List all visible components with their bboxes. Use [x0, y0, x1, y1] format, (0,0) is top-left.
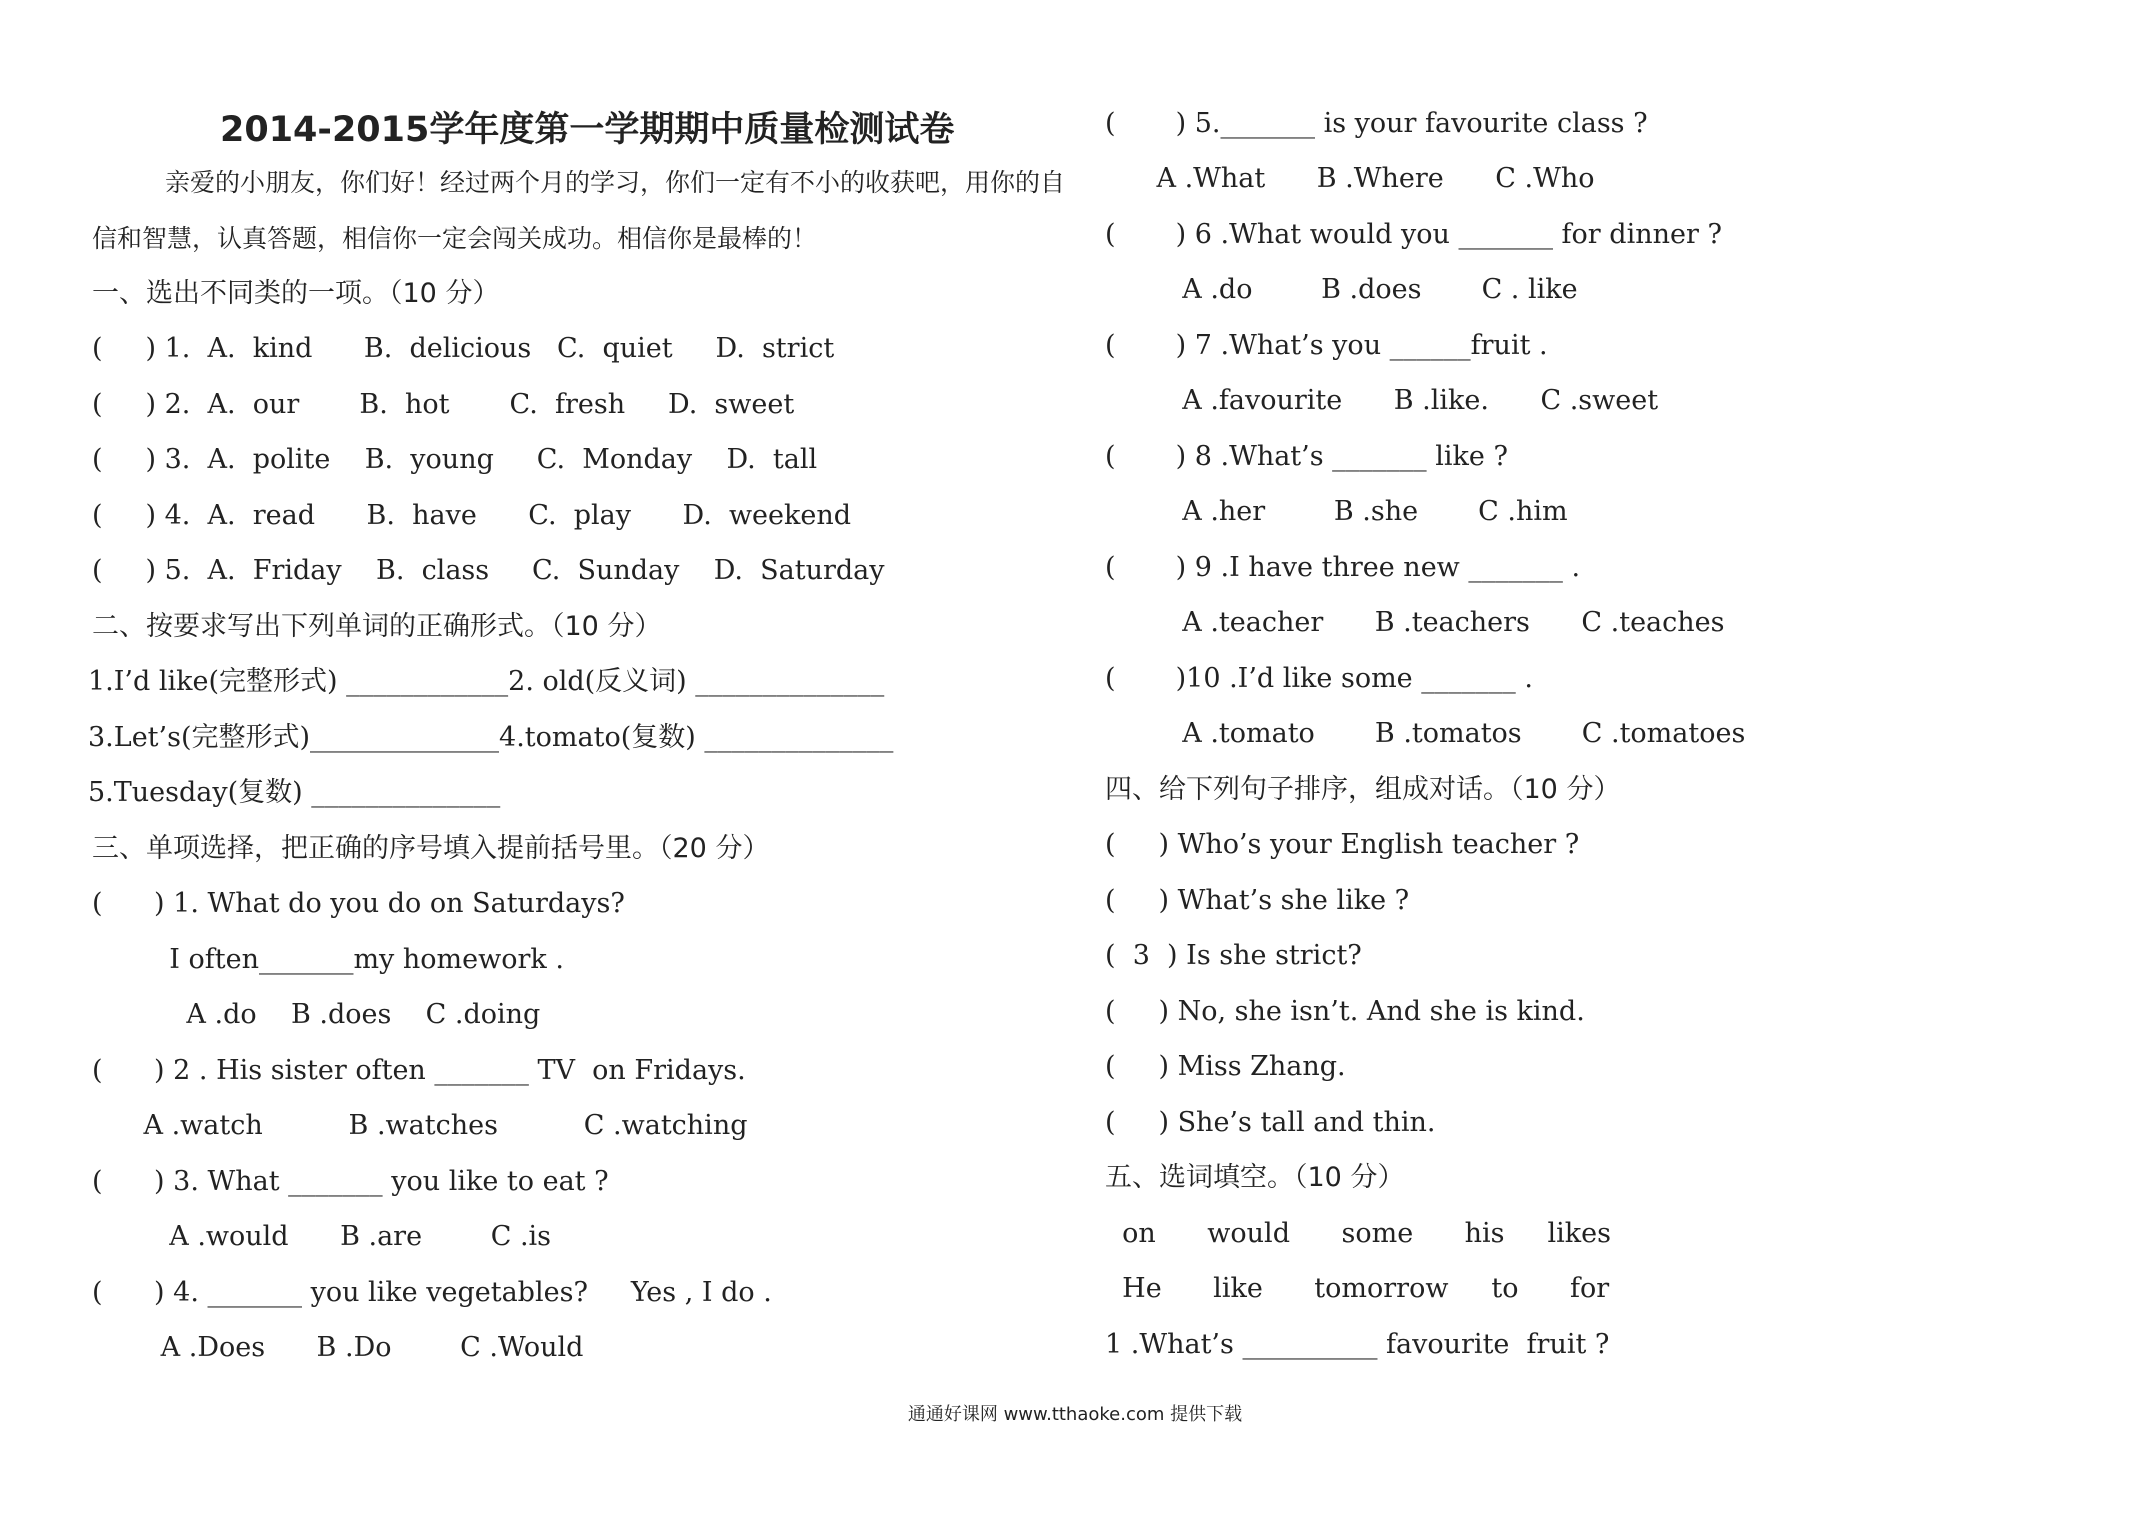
- s3-question-8: ( ) 8 .What’s _______ like ?: [1105, 441, 1508, 472]
- s3-question-10: ( )10 .I’d like some _______ .: [1105, 663, 1533, 694]
- footer-credit: 通通好课网 www.tthaoke.com 提供下载: [907, 1404, 1243, 1425]
- s3-question-8-options: A .her B .she C .him: [1105, 496, 1568, 527]
- s3-question-9: ( ) 9 .I have three new _______ .: [1105, 552, 1581, 583]
- s3-question-7: ( ) 7 .What’s you ______fruit .: [1105, 330, 1548, 361]
- s3-question-1-sentence: I often_______my homework .: [92, 944, 564, 975]
- s3-question-9-options: A .teacher B .teachers C .teaches: [1105, 607, 1725, 638]
- section-1-heading: 一、选出不同类的一项。（10 分）: [92, 278, 500, 309]
- page-title: 2014-2015学年度第一学期期中质量检测试卷: [220, 110, 955, 150]
- section-3-heading: 三、单项选择，把正确的序号填入提前括号里。（20 分）: [92, 833, 770, 864]
- s2-item-1: 1.I’d like(完整形式) ____________2. old(反义词) ______________: [88, 666, 885, 697]
- s1-item-5: ( ) 5. A. Friday B. class C. Sunday D. Saturday: [92, 555, 885, 586]
- s5-word-bank-row-1: on would some his likes: [1105, 1218, 1611, 1249]
- s3-question-1: ( ) 1. What do you do on Saturdays?: [92, 888, 625, 919]
- s3-question-2: ( ) 2 . His sister often _______ TV on Fridays.: [92, 1055, 746, 1086]
- s1-item-4: ( ) 4. A. read B. have C. play D. weekend: [92, 500, 852, 531]
- s4-item-3: ( 3 ) Is she strict?: [1105, 940, 1362, 971]
- s3-question-3: ( ) 3. What _______ you like to eat ?: [92, 1166, 609, 1197]
- s3-question-6-options: A .do B .does C . like: [1105, 274, 1578, 305]
- s3-question-2-options: A .watch B .watches C .watching: [92, 1110, 748, 1141]
- s4-item-2: ( ) What’s she like ?: [1105, 885, 1410, 916]
- s4-item-5: ( ) Miss Zhang.: [1105, 1051, 1346, 1082]
- s1-item-1: ( ) 1. A. kind B. delicious C. quiet D. strict: [92, 333, 835, 364]
- s3-question-4: ( ) 4. _______ you like vegetables? Yes , I do .: [92, 1277, 772, 1308]
- s4-item-6: ( ) She’s tall and thin.: [1105, 1107, 1436, 1138]
- intro-line-2: 信和智慧，认真答题，相信你一定会闯关成功。相信你是最棒的！: [92, 224, 818, 253]
- section-2-heading: 二、按要求写出下列单词的正确形式。（10 分）: [92, 611, 662, 642]
- s4-item-4: ( ) No, she isn’t. And she is kind.: [1105, 996, 1585, 1027]
- s1-item-3: ( ) 3. A. polite B. young C. Monday D. tall: [92, 444, 818, 475]
- section-4-heading: 四、给下列句子排序，组成对话。（10 分）: [1105, 774, 1621, 805]
- s3-question-5-options: A .What B .Where C .Who: [1105, 163, 1595, 194]
- s3-question-3-options: A .would B .are C .is: [92, 1221, 552, 1252]
- s5-item-1: 1 .What’s __________ favourite fruit ?: [1105, 1329, 1610, 1360]
- s1-item-2: ( ) 2. A. our B. hot C. fresh D. sweet: [92, 389, 795, 420]
- s2-item-3: 5.Tuesday(复数) ______________: [88, 777, 501, 808]
- intro-line-1: 亲爱的小朋友，你们好！经过两个月的学习，你们一定有不小的收获吧，用你的自: [165, 168, 1066, 197]
- s3-question-1-options: A .do B .does C .doing: [92, 999, 541, 1030]
- s3-question-6: ( ) 6 .What would you _______ for dinner ?: [1105, 219, 1722, 250]
- s3-question-5: ( ) 5._______ is your favourite class ?: [1105, 108, 1648, 139]
- s3-question-7-options: A .favourite B .like. C .sweet: [1105, 385, 1659, 416]
- s4-item-1: ( ) Who’s your English teacher ?: [1105, 829, 1580, 860]
- s2-item-2: 3.Let’s(完整形式)______________4.tomato(复数) ______________: [88, 722, 894, 753]
- s3-question-4-options: A .Does B .Do C .Would: [92, 1332, 584, 1363]
- section-5-heading: 五、选词填空。（10 分）: [1105, 1162, 1405, 1193]
- s3-question-10-options: A .tomato B .tomatos C .tomatoes: [1105, 718, 1746, 749]
- s5-word-bank-row-2: He like tomorrow to for: [1105, 1273, 1610, 1304]
